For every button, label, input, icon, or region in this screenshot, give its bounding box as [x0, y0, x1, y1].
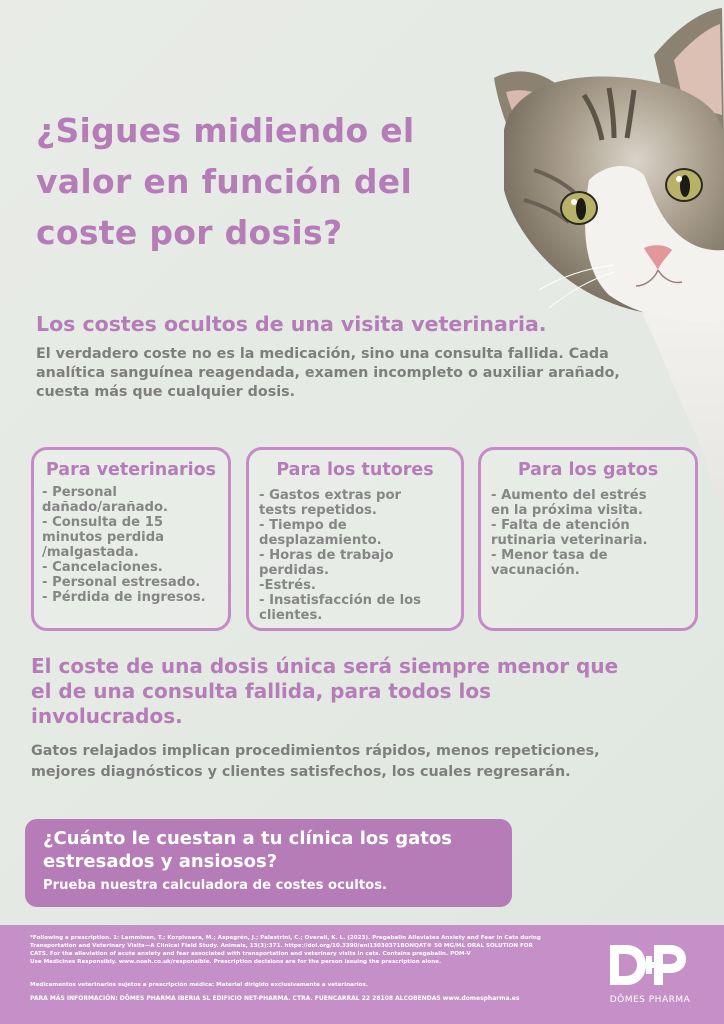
headline-line: valor en función del	[36, 162, 413, 201]
card-title: Para los tutores	[276, 460, 434, 480]
card-list	[481, 488, 695, 578]
card-line: - Menor tasa de	[491, 548, 608, 563]
card-line: perdidas.	[259, 563, 330, 578]
card-line: tests repetidos.	[259, 503, 377, 518]
card-line: - Gastos extras por	[259, 488, 402, 503]
reference-line: *Following a prescription. 1: Lamminen, T.; Korpivaara, M.; Aspegrén, J.; Palestrini, C.; Overall, K. L. (2023). Pregabalin Alleviates Anxiety and Fear in Cats during	[30, 935, 541, 941]
logo-mark-icon	[608, 941, 688, 989]
reference-line: Transportation and Veterinary Visits—A Clinical Field Study. Animals, 13(3):371. https://doi.org/10.3390/ani13030371BONQAT® 50 MG/ML ORAL SOLUTION FOR	[30, 943, 533, 949]
card-cats	[478, 447, 698, 631]
logo-name: DÔMES PHARMA	[609, 995, 691, 1005]
card-line: - Personal estresado.	[42, 575, 201, 590]
footer	[0, 925, 724, 1024]
card-line: desplazamiento.	[259, 533, 382, 548]
prescription-note: Medicamentos veterinarios sujetos a prescripción médica: Material dirigido exclusivamente a veterinarios.	[30, 982, 368, 988]
card-line: -Estrés.	[259, 578, 316, 593]
headline	[36, 105, 466, 258]
statement-line: el de una consulta fallida, para todos los	[31, 679, 492, 703]
card-line: dañado/arañado.	[42, 500, 169, 515]
card-line: - Falta de atención	[491, 518, 630, 533]
reference-line: CATS. For the alleviation of acute anxiety and fear associated with transportation and veterinary visits in cats. Contains pregabalin. POM-V	[30, 951, 471, 957]
paragraph-line: mejores diagnósticos y clientes satisfechos, los cuales regresarán.	[31, 764, 571, 780]
intro-line: analítica sanguínea reagendada, examen incompleto o auxiliar arañado,	[36, 365, 620, 381]
cta-subtitle[interactable]: Prueba nuestra calculadora de costes ocultos.	[43, 878, 388, 893]
cat-image	[494, 0, 724, 520]
reference-line: Use Medicines Responsibly. www.noah.co.uk/responsible. Prescription decisions are for the person issuing the prescription alone.	[30, 959, 442, 965]
paragraph-line: Gatos relajados implican procedimientos rápidos, menos repeticiones,	[31, 743, 600, 759]
contact-info: PARA MÁS INFORMACIÓN: DÔMES PHARMA IBERIA SL EDIFICIO NET-PHARMA. CTRA. FUENCARRAL 22 28108 ALCOBENDAS www.domespharma.es	[30, 995, 520, 1002]
statement-line: involucrados.	[31, 704, 183, 728]
footer-references	[30, 934, 590, 966]
card-owners	[246, 447, 464, 631]
statement-line: El coste de una dosis única será siempre menor que	[31, 654, 619, 678]
card-line: - Tiempo de	[259, 518, 347, 533]
cta-question	[43, 827, 512, 873]
card-line: - Consulta de 15	[42, 515, 164, 530]
cta-question-line: ¿Cuánto le cuestan a tu clínica los gatos	[43, 828, 452, 849]
card-line: - Personal	[42, 485, 117, 500]
intro-paragraph	[36, 345, 656, 402]
card-line: rutinaria veterinaria.	[491, 533, 648, 548]
card-title: Para los gatos	[517, 460, 659, 480]
card-line: - Horas de trabajo	[259, 548, 394, 563]
card-title: Para veterinarios	[45, 460, 217, 480]
card-line: vacunación.	[491, 563, 580, 578]
card-line: clientes.	[259, 608, 323, 623]
card-line: - Aumento del estrés	[491, 488, 647, 503]
card-list	[34, 485, 228, 605]
card-line: - Insatisfacción de los	[259, 593, 422, 608]
card-line: en la próxima visita.	[491, 503, 643, 518]
card-line: /malgastada.	[42, 545, 139, 560]
intro-line: El verdadero coste no es la medicación, sino una consulta fallida. Cada	[36, 346, 609, 362]
headline-line: coste por dosis?	[36, 213, 343, 252]
cost-calculator-banner[interactable]	[25, 819, 512, 907]
card-list	[249, 488, 461, 623]
card-line: minutos perdida	[42, 530, 165, 545]
benefits-paragraph	[31, 741, 701, 783]
domes-pharma-logo	[602, 941, 698, 1013]
card-line: - Pérdida de ingresos.	[42, 590, 206, 605]
section-title: Los costes ocultos de una visita veterinaria.	[36, 312, 547, 336]
card-veterinarians	[31, 447, 231, 631]
key-statement	[31, 654, 701, 729]
intro-line: cuesta más que cualquier dosis.	[36, 384, 296, 400]
headline-line: ¿Sigues midiendo el	[36, 111, 415, 150]
card-line: - Cancelaciones.	[42, 560, 163, 575]
cta-question-line: estresados y ansiosos?	[43, 851, 278, 872]
